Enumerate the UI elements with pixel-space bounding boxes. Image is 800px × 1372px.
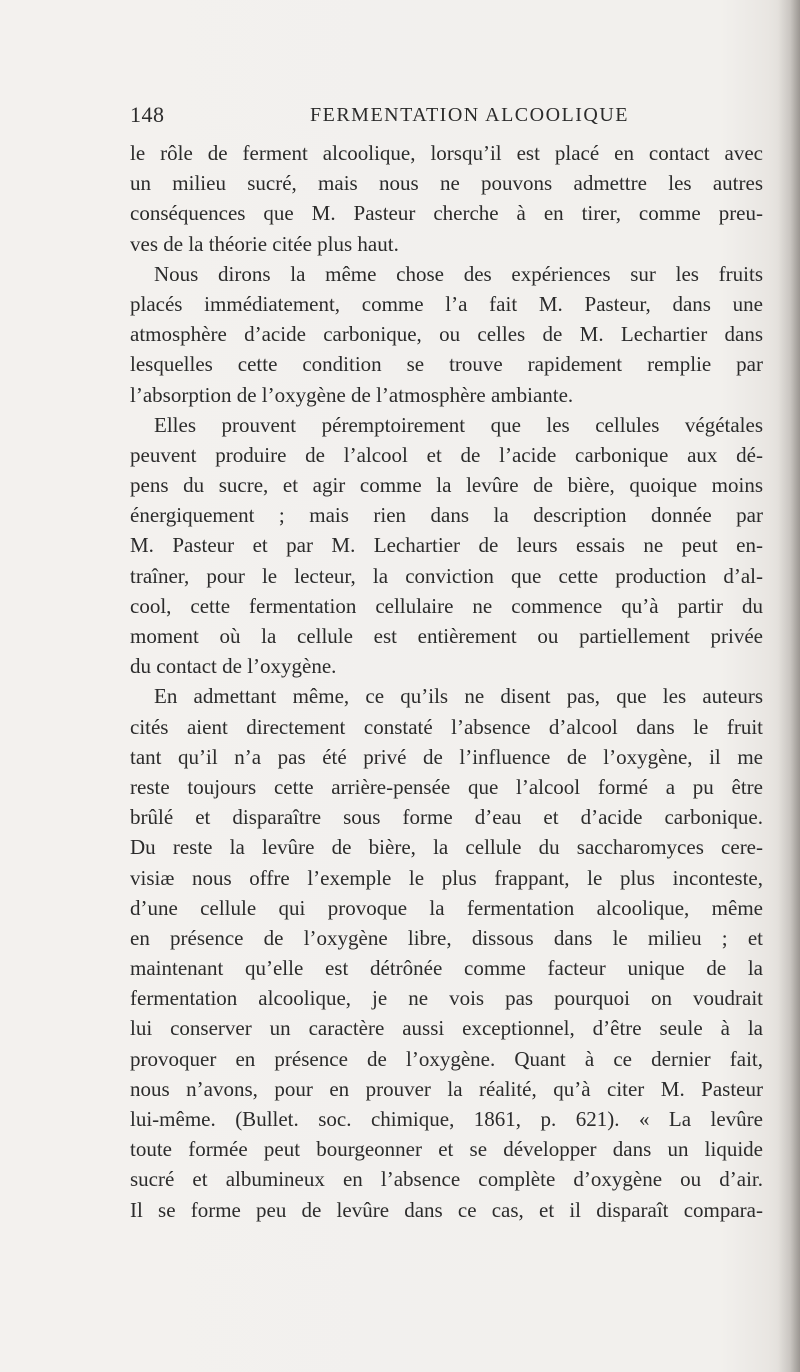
text-line: le rôle de ferment alcoolique, lorsqu’il est placé en contact avec bbox=[130, 141, 763, 165]
running-title: FERMENTATION ALCOOLIQUE bbox=[310, 104, 629, 126]
text-line: pens du sucre, et agir comme la levûre de bière, quoique moins bbox=[130, 473, 763, 498]
body-text bbox=[130, 138, 763, 1225]
text-line: Elles prouvent péremptoirement que les cellules végétales bbox=[154, 412, 763, 437]
text-line: Il se forme peu de levûre dans ce cas, et il disparaît compara- bbox=[130, 1197, 763, 1222]
text-line: brûlé et disparaître sous forme d’eau et d’acide carbonique. bbox=[130, 805, 763, 830]
text-line: moment où la cellule est entièrement ou partiellement privée bbox=[130, 624, 763, 648]
text-line: En admettant même, ce qu’ils ne disent pas, que les auteurs bbox=[154, 684, 763, 709]
text-line: Du reste la levûre de bière, la cellule du saccharomyces cere- bbox=[130, 835, 763, 860]
text-line: toute formée peut bourgeonner et se développer dans un liquide bbox=[130, 1137, 763, 1162]
text-line: en présence de l’oxygène libre, dissous dans le milieu ; et bbox=[130, 925, 763, 950]
text-line: énergiquement ; mais rien dans la description donnée par bbox=[130, 503, 763, 528]
text-line: l’absorption de l’oxygène de l’atmosphère ambiante. bbox=[130, 382, 574, 407]
page-number: 148 bbox=[130, 102, 165, 127]
text-line: placés immédiatement, comme l’a fait M. Pasteur, dans une bbox=[130, 291, 763, 316]
text-line: un milieu sucré, mais nous ne pouvons admettre les autres bbox=[130, 171, 763, 196]
text-line: sucré et albumineux en l’absence complète d’oxygène ou d’air. bbox=[130, 1167, 763, 1192]
text-line: conséquences que M. Pasteur cherche à en tirer, comme preu- bbox=[130, 201, 763, 226]
text-line: fermentation alcoolique, je ne vois pas pourquoi on voudrait bbox=[130, 986, 763, 1011]
text-line: ves de la théorie citée plus haut. bbox=[130, 231, 399, 256]
text-line: maintenant qu’elle est détrônée comme facteur unique de la bbox=[130, 956, 763, 981]
text-line: cités aient directement constaté l’absence d’alcool dans le fruit bbox=[130, 714, 763, 739]
text-line: visiæ nous offre l’exemple le plus frappant, le plus inconteste, bbox=[130, 865, 763, 890]
text-line: peuvent produire de l’alcool et de l’acide carbonique aux dé- bbox=[130, 442, 763, 467]
text-line: cool, cette fermentation cellulaire ne commence qu’à partir du bbox=[130, 593, 763, 618]
text-line: du contact de l’oxygène. bbox=[130, 654, 337, 679]
text-line: lui conserver un caractère aussi exceptionnel, d’être seule à la bbox=[130, 1016, 763, 1041]
text-line: lesquelles cette condition se trouve rapidement remplie par bbox=[130, 352, 763, 377]
text-line: traîner, pour le lecteur, la conviction que cette production d’al- bbox=[130, 563, 763, 588]
text-line: tant qu’il n’a pas été privé de l’influence de l’oxygène, il me bbox=[130, 744, 763, 769]
text-line: provoquer en présence de l’oxygène. Quant à ce dernier fait, bbox=[130, 1046, 763, 1071]
text-line: d’une cellule qui provoque la fermentation alcoolique, même bbox=[130, 895, 763, 920]
text-line: reste toujours cette arrière-pensée que l’alcool formé a pu être bbox=[130, 774, 763, 799]
text-line: nous n’avons, pour en prouver la réalité, qu’à citer M. Pasteur bbox=[130, 1076, 763, 1101]
text-line: Nous dirons la même chose des expériences sur les fruits bbox=[154, 261, 763, 286]
page-header bbox=[130, 102, 760, 132]
text-line: lui-même. (Bullet. soc. chimique, 1861, p. 621). « La levûre bbox=[130, 1107, 763, 1131]
page-edge-shadow bbox=[778, 0, 800, 1372]
text-line: M. Pasteur et par M. Lechartier de leurs essais ne peut en- bbox=[130, 533, 763, 558]
text-line: atmosphère d’acide carbonique, ou celles de M. Lechartier dans bbox=[130, 322, 763, 347]
